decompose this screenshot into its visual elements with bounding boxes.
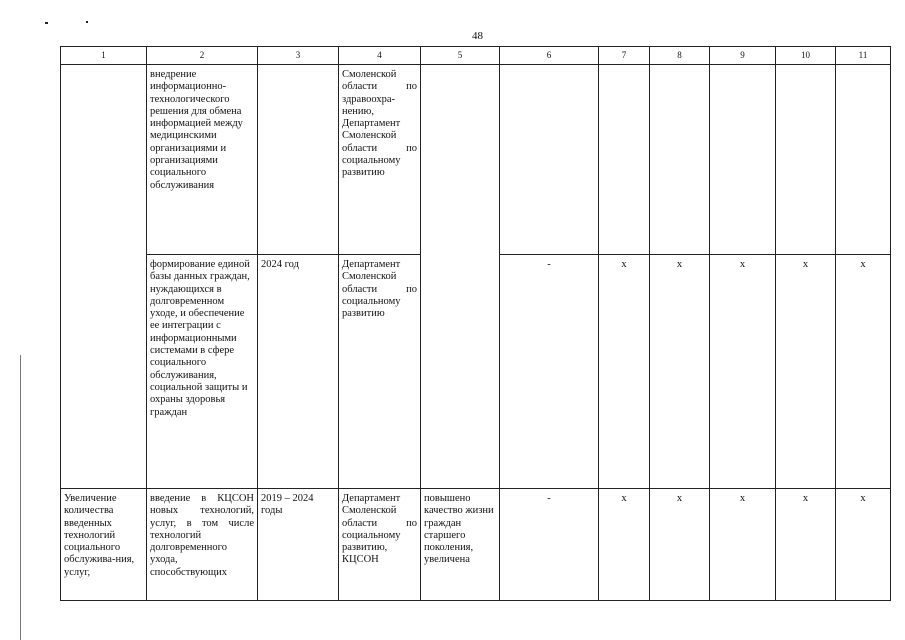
row2-col9-cell: x [710, 255, 776, 489]
row2-col6-cell: - [500, 255, 599, 489]
row1-col9-cell [710, 65, 776, 255]
row1-col11-cell [836, 65, 891, 255]
scan-speck [45, 22, 48, 24]
row2-measure-cell: формирование единой базы данных граждан, нуждающихся в долговременном уходе, и обеспечение ее интеграции с информационными системами в сфере социального обслуживания, социальной защиты и охраны здоровья граждан [147, 255, 258, 489]
table-row [61, 65, 891, 255]
row1-executor-cell: Смоленской области по здравоохра-нению, Департамент Смоленской области по социальному развитию [339, 65, 421, 255]
row3-col11-cell: x [836, 489, 891, 601]
row3-col7-cell: x [599, 489, 650, 601]
row3-col6-cell: - [500, 489, 599, 601]
row3-col9-cell: x [710, 489, 776, 601]
header-cell-3: 3 [258, 47, 339, 65]
header-cell-4: 4 [339, 47, 421, 65]
row1-col10-cell [776, 65, 836, 255]
row3-period-cell: 2019 – 2024 годы [258, 489, 339, 601]
header-cell-11: 11 [836, 47, 891, 65]
row1-col7-cell [599, 65, 650, 255]
row3-col10-cell: x [776, 489, 836, 601]
row1-col8-cell [650, 65, 710, 255]
row3-executor-cell: Департамент Смоленской области по социальному развитию, КЦСОН [339, 489, 421, 601]
header-cell-1: 1 [61, 47, 147, 65]
row2-period-cell: 2024 год [258, 255, 339, 489]
scan-speck [86, 21, 88, 23]
row1-col6-cell [500, 65, 599, 255]
row2-executor-cell: Департамент Смоленской области по социальному развитию [339, 255, 421, 489]
row1-measure-cell: внедрение информационно-технологического решения для обмена информацией между медицинскими организациями и организациями социального обслуживания [147, 65, 258, 255]
row3-result-cell: повышено качество жизни граждан старшего поколения, увеличена [421, 489, 500, 601]
row1-col5-cell [421, 65, 500, 489]
row2-col10-cell: x [776, 255, 836, 489]
header-cell-8: 8 [650, 47, 710, 65]
row3-measure-cell: введение в КЦСОН новых технологий, услуг, в том числе технологий долговременного ухода, способствующих [147, 489, 258, 601]
row2-col7-cell: x [599, 255, 650, 489]
page-number: 48 [472, 30, 483, 42]
table-row [61, 489, 891, 601]
header-cell-6: 6 [500, 47, 599, 65]
row3-goal-cell: Увеличение количества введенных технологий социального обслужива-ния, услуг, [61, 489, 147, 601]
header-row [61, 47, 891, 65]
header-cell-5: 5 [421, 47, 500, 65]
row2-col11-cell: x [836, 255, 891, 489]
header-cell-10: 10 [776, 47, 836, 65]
row3-col8-cell: x [650, 489, 710, 601]
row1-period-cell [258, 65, 339, 255]
header-cell-9: 9 [710, 47, 776, 65]
row2-col8-cell: x [650, 255, 710, 489]
scan-margin-line [20, 355, 21, 640]
header-cell-2: 2 [147, 47, 258, 65]
row1-col1-cell [61, 65, 147, 489]
header-cell-7: 7 [599, 47, 650, 65]
measures-table [60, 46, 891, 601]
